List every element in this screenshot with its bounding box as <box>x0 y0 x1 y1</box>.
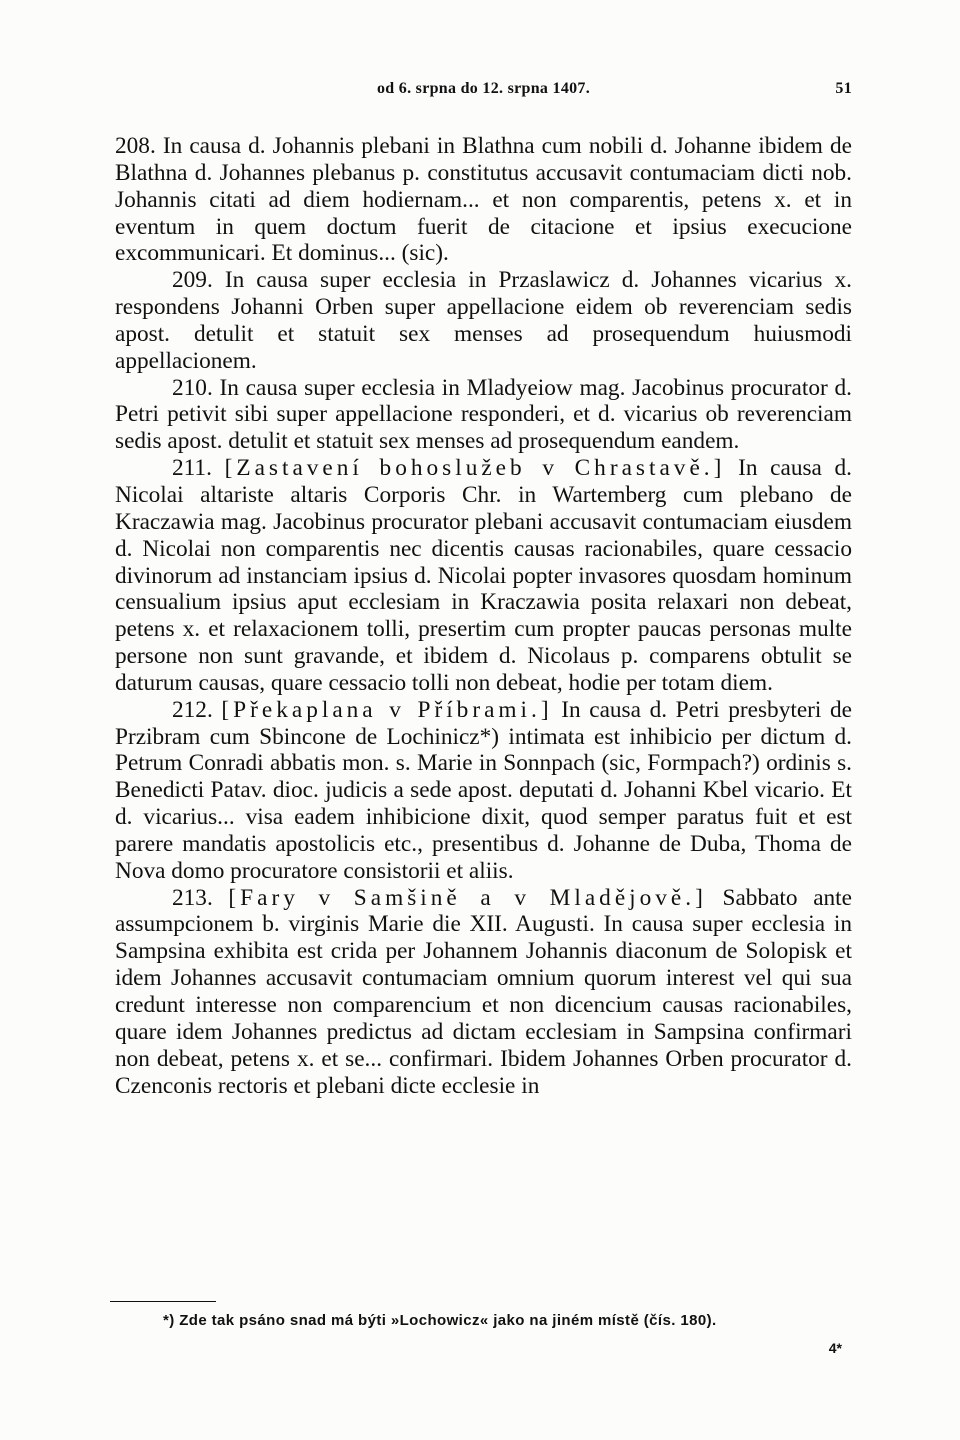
page-header <box>115 80 852 104</box>
footnote: *) Zde tak psáno snad má býti »Lochowicz« jako na jiném místě (čís. 180). <box>163 1312 717 1329</box>
entry-208: 208. In causa d. Johannis plebani in Blathna cum nobili d. Johanne ibidem de Blathna d. Johannes plebanus p. constitutus accusavit contumaciam dicti nob. Johannis citati ad diem hodiernam... et non comparentis, petens x. et in eventum in quem doctum fuerit de citacione et ipsius execucione excommunicari. Et dominus... (sic). <box>115 133 852 267</box>
entry-number: 213. <box>172 884 213 911</box>
entry-number: 211. <box>172 455 212 482</box>
entry-text: Sabbato ante assumpcionem b. virginis Marie die XII. Augusti. In causa super ecclesia in Sampsina exhibita est crida per Johannem Johannis diaconum de Solopisk et idem Johannes accusavit contumaciam omnium quorum interest vel qui sua credunt interesse non comparencium et non dicencium causas racionabiles, quare idem Johannes predictus ad dictam ecclesiam in Sampsina confirmari non debeat, petens x. et se... confirmari. Ibidem Johannes Orben procurator d. Czenconis rectoris et plebani dicte ecclesie in <box>115 884 852 1099</box>
entry-212 <box>115 697 852 885</box>
entry-211 <box>115 455 852 697</box>
entry-210: 210. In causa super ecclesia in Mladyeiow mag. Jacobinus procurator d. Petri petivit sibi super appellacione responderi, et d. vicarius ob reverenciam sedis apost. detulit et statuit sex menses ad prosequendum eandem. <box>115 374 852 455</box>
running-title: od 6. srpna do 12. srpna 1407. <box>376 80 591 97</box>
entry-heading: [Překaplana v Příbrami.] <box>221 696 553 723</box>
entry-text: In causa d. Petri presbyteri de Przibram cum Sbincone de Lochinicz*) intimata est inhibicio per dictum d. Petrum Conradi abbatis mon. s. Marie in Sonnpach (sic, Formpach?) ordinis s. Benedicti Patav. dioc. judicis a sede apost. deputati d. Johanni Kbel vicario. Et d. vicarius... visa eadem inhibicione dixit, quod semper paratus fuit et est parere mandatis apostolicis etc., presentibus d. Johanne de Duba, Thoma de Nova domo procuratore consistorii et aliis. <box>115 696 852 884</box>
entry-213 <box>115 885 852 1100</box>
entry-heading: [Zastavení bohoslužeb v Chrastavě.] <box>224 455 726 482</box>
entry-209: 209. In causa super ecclesia in Przaslawicz d. Johannes vicarius x. respondens Johanni Orben super appellacione eidem ob reverenciam sedis apost. detulit et statuit sex menses ad prosequendum huiusmodi appellacionem. <box>115 267 852 374</box>
entry-number: 212. <box>172 696 213 723</box>
main-text <box>115 133 852 1099</box>
entry-heading: [Fary v Samšině a v Mladějově.] <box>228 884 707 911</box>
signature-mark: 4* <box>828 1340 842 1356</box>
footnote-rule <box>110 1301 216 1302</box>
page-number: 51 <box>835 80 852 97</box>
entry-text: In causa d. Nicolai altariste altaris Corporis Chr. in Wartemberg cum plebano de Kraczawia mag. Jacobinus procurator plebani accusavit contumaciam eiusdem d. Nicolai non comparentis nec dicentis causas racionabiles, quare cessacio divinorum ad instanciam ipsius d. Nicolai popter invasores quosdam hominum censualium ipsius aput ecclesiam in Kraczawia posita relaxari non debeat, petens x. et relaxacionem tolli, presertim cum propter paucas personas multe persone non sunt gravande, et ibidem d. Nicolaus p. comparens obtulit se daturum causas, quare cessacio tolli non debeat, hodie per totam diem. <box>115 455 853 696</box>
